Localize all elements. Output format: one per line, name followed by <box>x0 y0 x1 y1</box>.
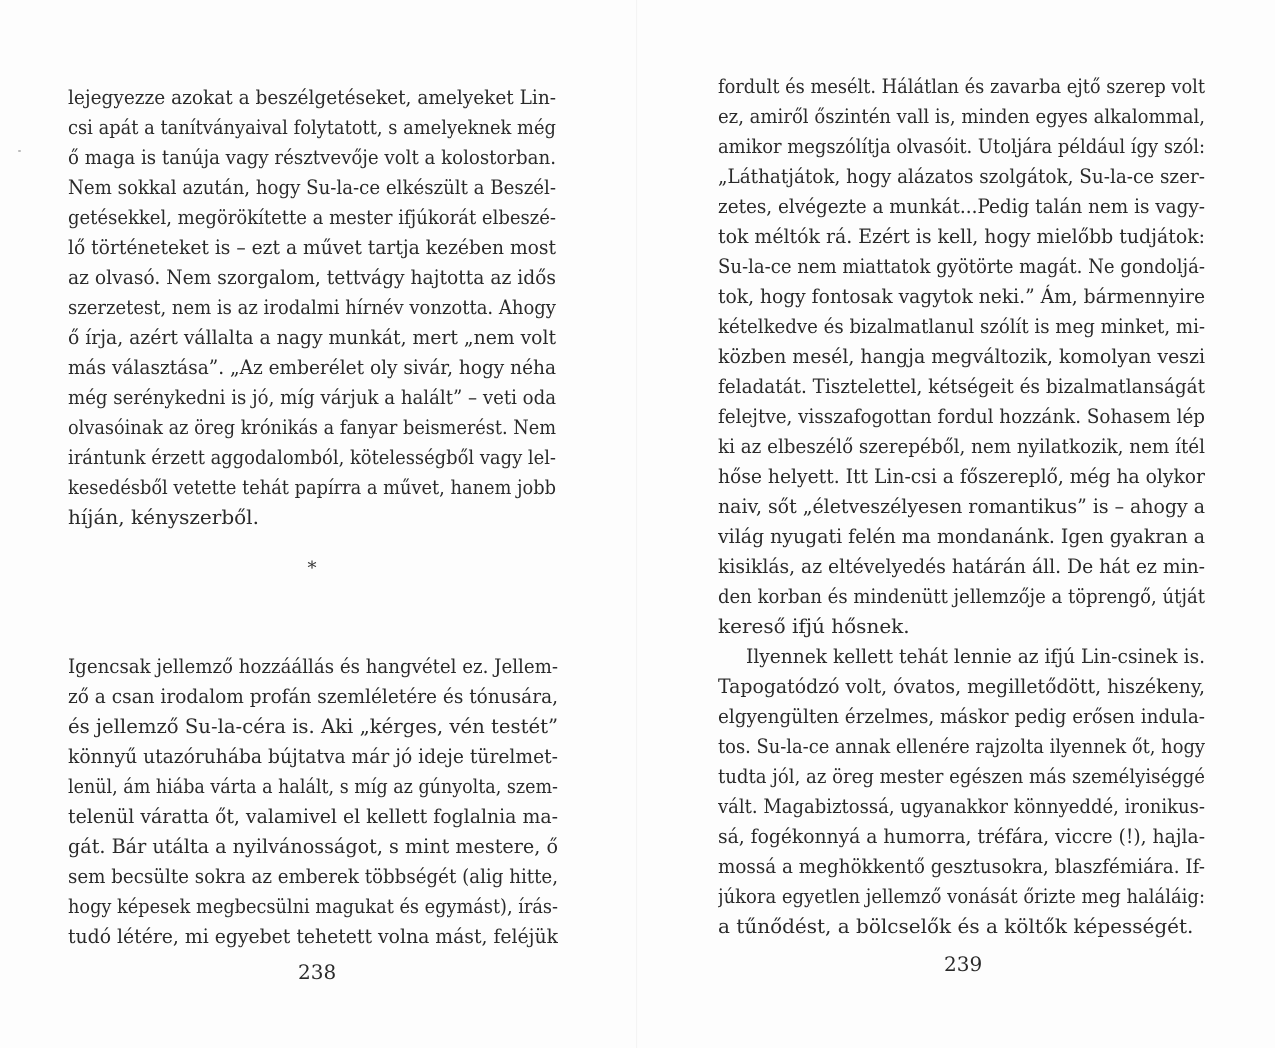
text-line: feladatát. Tisztelettel, kétségeit és bizalmatlanságát <box>718 374 1205 398</box>
text-line: közben mesél, hangja megváltozik, komolyan veszi <box>718 344 1205 368</box>
text-line: zetes, elvégezte a munkát...Pedig talán nem is vagy- <box>718 194 1205 218</box>
text-line: sá, fogékonnyá a humorra, tréfára, viccre (!), hajla- <box>718 824 1205 848</box>
text-line: vált. Magabiztossá, ugyanakkor könnyeddé, ironikus- <box>718 794 1205 818</box>
text-line: tok, hogy fontosak vagytok neki.” Ám, bármennyire <box>718 284 1205 308</box>
right-paragraphs <box>718 71 1205 941</box>
text-line: tudó létére, mi egyebet tehetett volna mást, feléjük <box>68 924 558 948</box>
page-number: 238 <box>298 960 337 984</box>
text-line: telenül váratta őt, valamivel el kellett foglalnia ma- <box>68 804 558 828</box>
text-line: ző a csan irodalom profán szemléletére és tónusára, <box>68 684 558 708</box>
text-line: és jellemző Su-la-céra is. Aki „kérges, vén testét” <box>68 714 558 738</box>
text-line: kesedésből vetette tehát papírra a művet, hanem jobb <box>68 475 556 499</box>
text-line: felejtve, visszafogottan fordul hozzánk. Sohasem lép <box>718 404 1205 428</box>
page-number: 239 <box>944 952 983 976</box>
text-line: olvasóinak az öreg krónikás a fanyar beismerést. Nem <box>68 415 556 439</box>
text-line: csi apát a tanítványaival folytatott, s amelyeknek még <box>68 115 556 139</box>
text-line: Ilyennek kellett tehát lennie az ifjú Lin-csinek is. <box>746 644 1205 668</box>
text-line: Nem sokkal azután, hogy Su-la-ce elkészült a Beszél- <box>68 175 556 199</box>
text-line: más választása”. „Az emberélet oly sivár, hogy néha <box>68 355 556 379</box>
text-line: híján, kényszerből. <box>68 505 259 529</box>
text-line: júkora egyetlen jellemző vonását őrizte meg haláláig: <box>718 884 1205 908</box>
text-line: könnyű utazóruhába bújtatva már jó ideje türelmet- <box>68 744 558 768</box>
text-line: kételkedve és bizalmatlanul szólít is meg minket, mi- <box>718 314 1205 338</box>
right-page <box>637 0 1275 1048</box>
text-line: amikor megszólítja olvasóit. Utoljára például így szól: <box>718 134 1205 158</box>
text-line: tok méltók rá. Ezért is kell, hogy mielőbb tudjátok: <box>718 224 1205 248</box>
text-line: ő maga is tanúja vagy résztvevője volt a kolostorban. <box>68 145 556 169</box>
text-line: lő történeteket is – ezt a művet tartja kezében most <box>68 235 556 259</box>
text-line: tos. Su-la-ce annak ellenére rajzolta ilyennek őt, hogy <box>718 734 1205 758</box>
left-page <box>0 0 637 1048</box>
text-line: „Láthatjátok, hogy alázatos szolgátok, Su-la-ce szer- <box>718 164 1205 188</box>
text-line: mossá a meghökkentő gesztusokra, blaszfémiára. If- <box>718 854 1205 878</box>
text-line: ez, amiről őszintén vall is, minden egyes alkalommal, <box>718 104 1205 128</box>
text-line: Su-la-ce nem miattatok gyötörte magát. Ne gondoljá- <box>718 254 1205 278</box>
text-line: a tűnődést, a bölcselők és a költők képességét. <box>718 914 1194 938</box>
text-line: kereső ifjú hősnek. <box>718 614 910 638</box>
text-line: gát. Bár utálta a nyilvánosságot, s mint mestere, ő <box>68 834 558 858</box>
text-line: Igencsak jellemző hozzáállás és hangvétel ez. Jellem- <box>68 654 558 678</box>
left-paragraph-1 <box>68 82 556 532</box>
text-line: irántunk érzett aggodalomból, kötelességből vagy lel- <box>68 445 556 469</box>
text-line: még serénykedni is jó, míg várjuk a halált” – veti oda <box>68 385 556 409</box>
text-line: Tapogatódzó volt, óvatos, megilletődött, hiszékeny, <box>718 674 1205 698</box>
text-line: világ nyugati felén ma mondanánk. Igen gyakran a <box>718 524 1205 548</box>
text-line: den korban és mindenütt jellemzője a töprengő, útját <box>718 584 1205 608</box>
text-line: fordult és mesélt. Hálátlan és zavarba ejtő szerep volt <box>718 74 1205 98</box>
text-line: ő írja, azért vállalta a nagy munkát, mert „nem volt <box>68 325 556 349</box>
text-line: ki az elbeszélő szerepéből, nem nyilatkozik, nem ítél <box>718 434 1205 458</box>
text-line: tudta jól, az öreg mester egészen más személyiséggé <box>718 764 1205 788</box>
text-line: hogy képesek megbecsülni magukat és egymást), írás- <box>68 894 558 918</box>
text-line: kisiklás, az eltévelyedés határán áll. De hát ez min- <box>718 554 1205 578</box>
text-line: sem becsülte sokra az emberek többségét (alig hitte, <box>68 864 558 888</box>
left-paragraph-2 <box>68 651 558 951</box>
text-line: lejegyezze azokat a beszélgetéseket, amelyeket Lin- <box>68 85 556 109</box>
text-line: getésekkel, megörökítette a mester ifjúkorát elbeszé- <box>68 205 556 229</box>
text-line: az olvasó. Nem szorgalom, tettvágy hajtotta az idős <box>68 265 556 289</box>
text-line: hőse helyett. Itt Lin-csi a főszereplő, még ha olykor <box>718 464 1205 488</box>
text-line: elgyengülten érzelmes, máskor pedig erősen indula- <box>718 704 1205 728</box>
text-line: lenül, ám hiába várta a halált, s míg az gúnyolta, szem- <box>68 774 558 798</box>
text-line: naiv, sőt „életveszélyesen romantikus” is – ahogy a <box>718 494 1205 518</box>
section-separator: * <box>307 558 317 579</box>
text-line: szerzetest, nem is az irodalmi hírnév vonzotta. Ahogy <box>68 295 556 319</box>
